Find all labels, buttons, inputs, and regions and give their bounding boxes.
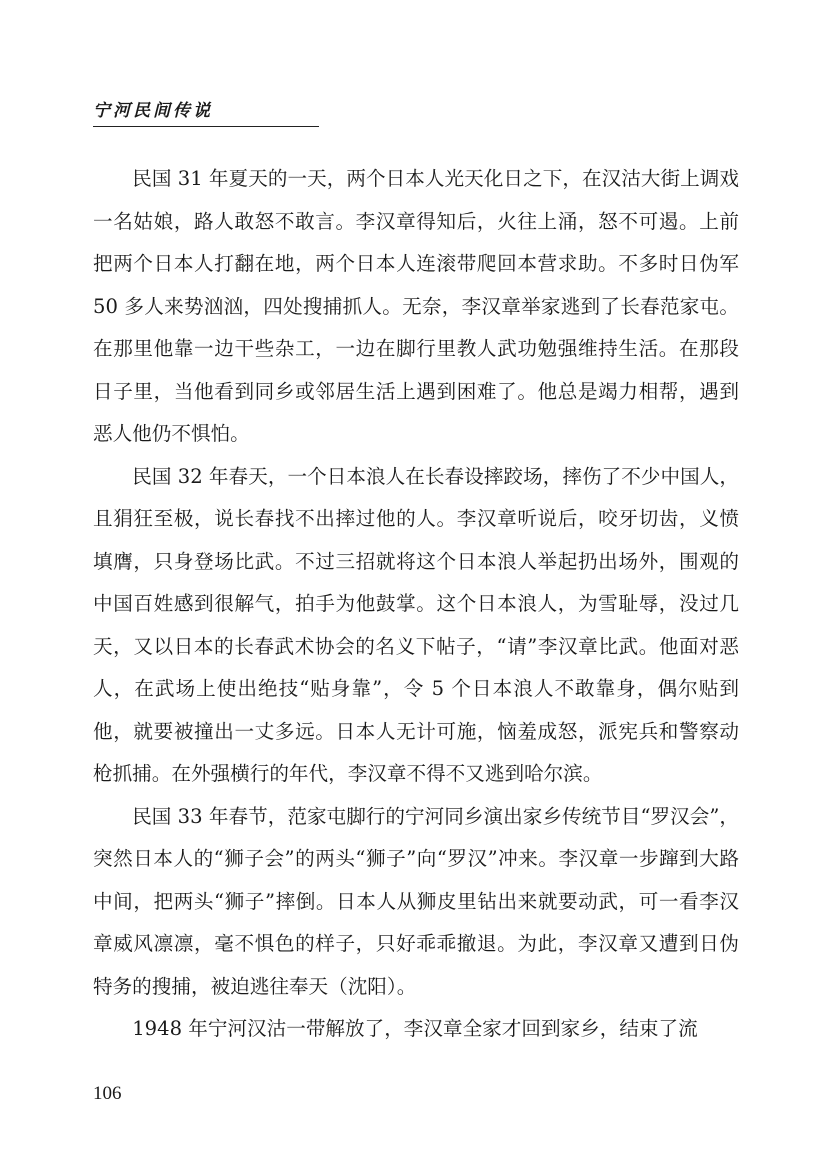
paragraph: 民国 33 年春节，范家屯脚行的宁河同乡演出家乡传统节目“罗汉会”，突然日本人的“狮子会”的两头“狮子”向“罗汉”冲来。李汉章一步蹿到大路中间，把两头“狮子”摔倒。日本人从狮皮里钻出来就要动武，可一看李汉章威风凛凛，毫不惧色的样子，只好乖乖撤退。为此，李汉章又遭到日伪特务的搜捕，被迫逃往奉天（沈阳）。 <box>93 804 739 998</box>
page-number: 106 <box>93 1083 122 1104</box>
book-title: 宁河民间传说 <box>93 101 213 121</box>
paragraph: 民国 32 年春天，一个日本浪人在长春设摔跤场，摔伤了不少中国人，且狷狂至极，说长春找不出摔过他的人。李汉章听说后，咬牙切齿，义愤填膺，只身登场比武。不过三招就将这个日本浪人举起扔出场外，围观的中国百姓感到很解气，拍手为他鼓掌。这个日本浪人，为雪耻辱，没过几天，又以日本的长春武术协会的名义下帖子，“请”李汉章比武。他面对恶人，在武场上使出绝技“贴身靠”，令 5 个日本浪人不敢靠身，偶尔贴到他，就要被撞出一丈多远。日本人无计可施，恼羞成怒，派宪兵和警察动枪抓捕。在外强横行的年代，李汉章不得不又逃到哈尔滨。 <box>93 464 739 785</box>
paragraph: 1948 年宁河汉沽一带解放了，李汉章全家才回到家乡，结束了流 <box>132 1017 698 1040</box>
paragraph: 民国 31 年夏天的一天，两个日本人光天化日之下，在汉沽大街上调戏一名姑娘，路人敢怒不敢言。李汉章得知后，火往上涌，怒不可遏。上前把两个日本人打翻在地，两个日本人连滚带爬回本营求助。不多时日伪军 50 多人来势汹汹，四处搜捕抓人。无奈，李汉章举家逃到了长春范家屯。在那里他靠一边干些杂工，一边在脚行里教人武功勉强维持生活。在那段日子里，当他看到同乡或邻居生活上遇到困难了。他总是竭力相帮，遇到恶人他仍不惧怕。 <box>93 167 739 445</box>
running-head <box>93 100 319 127</box>
body-text <box>93 158 739 1051</box>
